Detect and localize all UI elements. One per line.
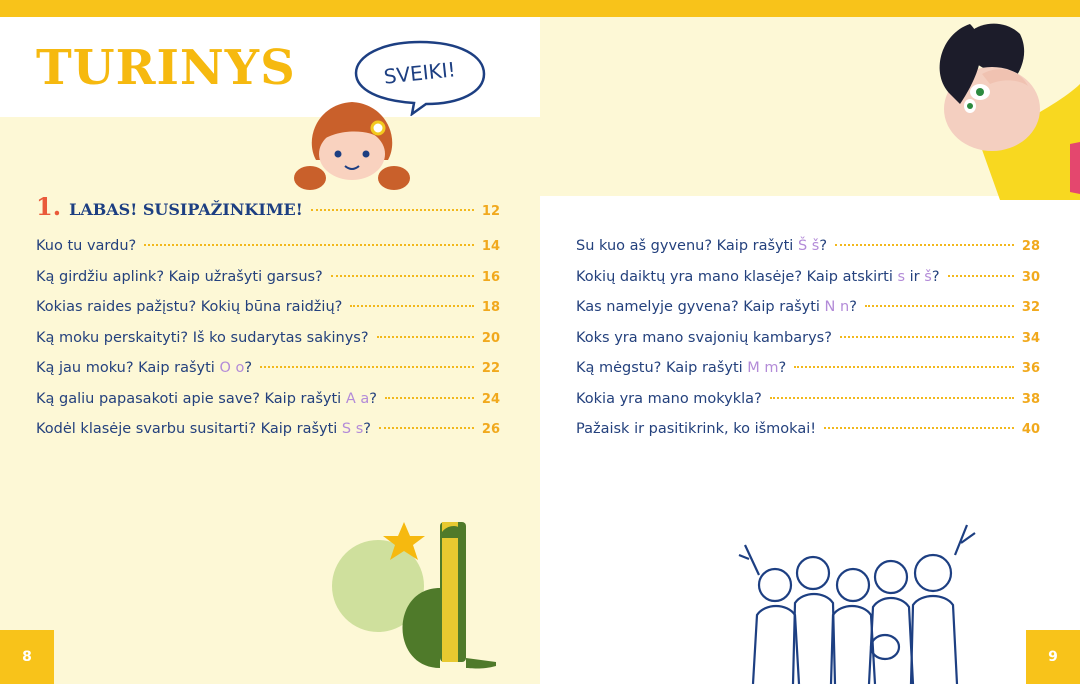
dot-leader	[379, 427, 474, 429]
toc-item-text: Ką galiu papasakoti apie save? Kaip rašyti	[36, 390, 346, 407]
dot-leader	[840, 336, 1014, 338]
toc-item-text: Kokia yra mano mokykla?	[576, 390, 762, 407]
toc-item-letters: N n	[824, 299, 850, 315]
chapter-page: 12	[481, 204, 500, 219]
toc-item-page: 34	[1021, 330, 1040, 346]
toc-item-suffix: ?	[244, 360, 253, 376]
page-number-right: 9	[1026, 630, 1080, 684]
toc-item-page: 38	[1021, 391, 1040, 407]
boy-illustration	[920, 14, 1080, 200]
toc-item-page: 22	[481, 361, 500, 376]
chapter-heading[interactable]	[36, 192, 500, 221]
toc-item[interactable]	[576, 238, 1040, 269]
toc-item-mid: ir	[905, 268, 925, 285]
letter-d-illustration	[330, 518, 510, 684]
toc-item-text: Ką mėgstu? Kaip rašyti	[576, 360, 748, 376]
toc-item-letters: O o	[219, 360, 245, 376]
dot-leader	[377, 336, 474, 338]
toc-item[interactable]	[36, 391, 500, 422]
toc-item[interactable]	[36, 360, 500, 391]
toc-item-suffix: ?	[363, 421, 371, 437]
dot-leader	[350, 305, 474, 307]
chapter-title: LABAS! SUSIPAŽINKIME!	[69, 200, 303, 219]
chapter-number: 1.	[36, 192, 62, 221]
toc-item-page: 14	[481, 239, 500, 254]
dot-leader	[770, 397, 1014, 399]
bubble-text: SVEIKI!	[382, 57, 457, 89]
toc-item-text: Kokias raides pažįstu? Kokių būna raidžių?	[36, 299, 343, 315]
toc-item-suffix: ?	[819, 238, 828, 254]
toc-item-text: Kuo tu vardu?	[36, 238, 137, 254]
dot-leader	[835, 244, 1014, 246]
toc-item[interactable]	[576, 360, 1040, 391]
toc-item-page: 24	[481, 391, 500, 407]
toc-item-suffix: ?	[369, 390, 377, 407]
toc-item-letters: A a	[345, 390, 370, 407]
toc-item-page: 40	[1021, 422, 1040, 437]
dot-leader	[824, 427, 1014, 429]
toc-list-left	[36, 238, 500, 452]
toc-item[interactable]	[576, 269, 1040, 300]
girl-illustration	[290, 98, 415, 194]
toc-item[interactable]	[36, 421, 500, 452]
toc-item[interactable]	[576, 299, 1040, 330]
toc-item-page: 26	[481, 422, 500, 437]
toc-item-letters: s	[897, 268, 906, 285]
page-title: TURINYS	[36, 40, 296, 96]
toc-item[interactable]	[36, 299, 500, 330]
dot-leader	[311, 209, 474, 211]
toc-item-letters: M m	[747, 360, 779, 376]
toc-item-text: Pažaisk ir pasitikrink, ko išmokai!	[576, 421, 817, 437]
toc-item-letters: S s	[341, 421, 364, 437]
top-yellow-band	[0, 0, 1080, 17]
toc-item[interactable]	[36, 269, 500, 300]
toc-item[interactable]	[36, 238, 500, 269]
toc-item-text: Ką moku perskaityti? Iš ko sudarytas sakinys?	[36, 329, 369, 346]
toc-item-text: Ką jau moku? Kaip rašyti	[36, 360, 220, 376]
dot-leader	[948, 275, 1014, 277]
toc-item-suffix: ?	[931, 268, 940, 285]
toc-item-page: 30	[1021, 269, 1040, 285]
dot-leader	[865, 305, 1014, 307]
toc-list-right	[576, 238, 1040, 452]
toc-item-text: Kokių daiktų yra mano klasėje? Kaip atskirti	[576, 268, 898, 285]
page-number-left: 8	[0, 630, 54, 684]
toc-item-letters: Š š	[797, 238, 820, 254]
toc-item-page: 18	[481, 300, 500, 315]
dot-leader	[260, 366, 474, 368]
toc-item-page: 16	[481, 269, 500, 285]
toc-item-text: Su kuo aš gyvenu? Kaip rašyti	[576, 238, 798, 254]
toc-item-page: 36	[1021, 361, 1040, 376]
toc-item[interactable]	[576, 421, 1040, 452]
dot-leader	[385, 397, 474, 399]
toc-item-page: 28	[1021, 239, 1040, 254]
toc-item-suffix: ?	[778, 360, 787, 376]
dot-leader	[144, 244, 474, 246]
toc-item[interactable]	[36, 330, 500, 361]
dot-leader	[331, 275, 474, 277]
toc-item-letters-2: š	[924, 268, 932, 285]
toc-item-text: Kas namelyje gyvena? Kaip rašyti	[576, 299, 825, 315]
toc-item-text: Ką girdžiu aplink? Kaip užrašyti garsus?	[36, 268, 323, 285]
flower-icon	[372, 122, 384, 134]
toc-item[interactable]	[576, 391, 1040, 422]
dot-leader	[794, 366, 1014, 368]
toc-item-page: 32	[1021, 300, 1040, 315]
toc-item-page: 20	[481, 330, 500, 346]
toc-item-suffix: ?	[849, 299, 857, 315]
toc-item-text: Koks yra mano svajonių kambarys?	[576, 329, 832, 346]
toc-item[interactable]	[576, 330, 1040, 361]
toc-item-text: Kodėl klasėje svarbu susitarti? Kaip rašyti	[36, 421, 342, 437]
children-group-illustration	[735, 515, 980, 684]
